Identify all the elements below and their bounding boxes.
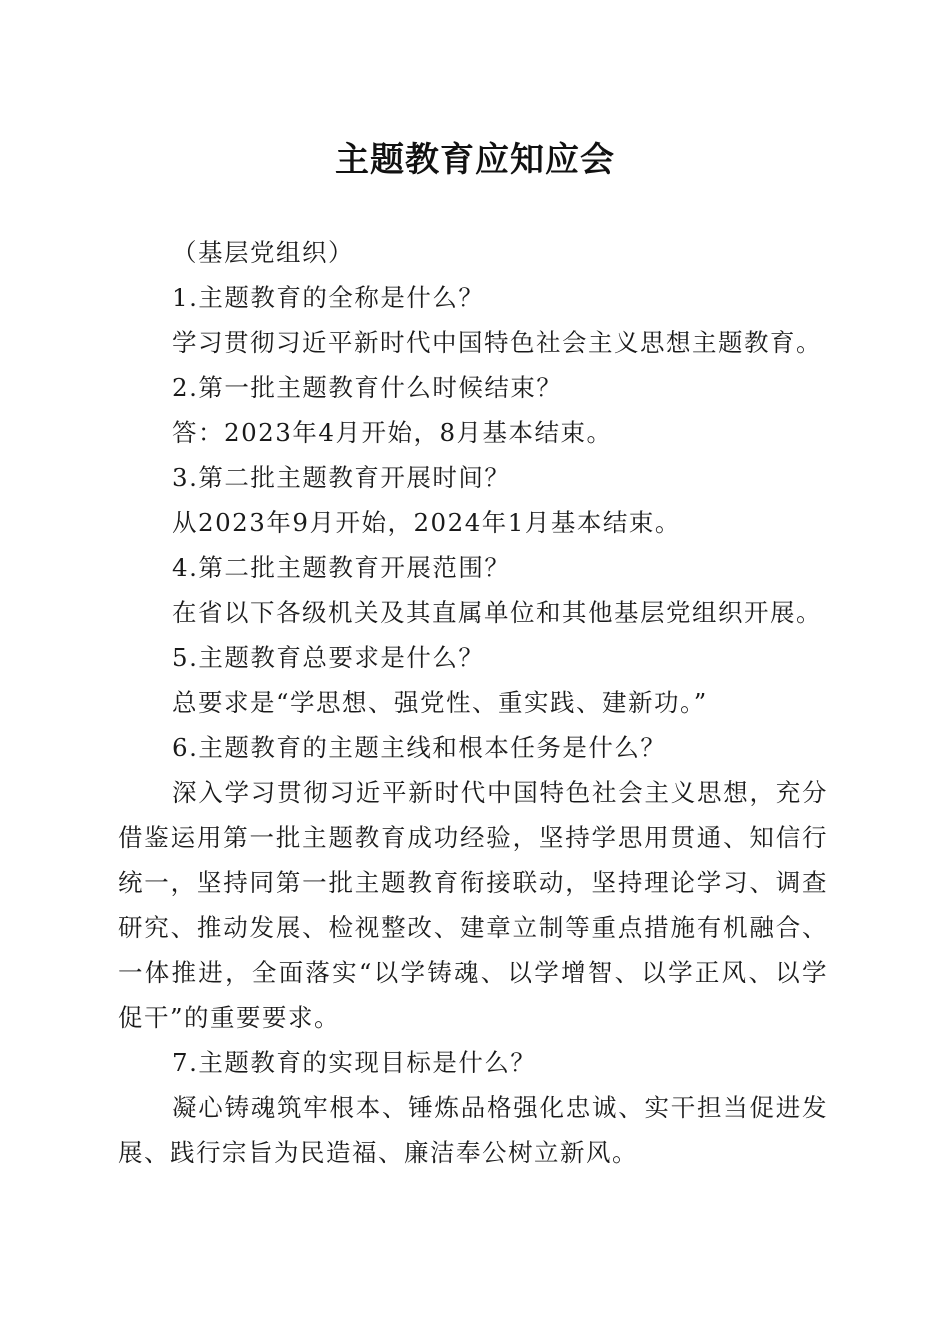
question-2: 2.第一批主题教育什么时候结束？ [172, 373, 563, 402]
question-7: 7.主题教育的实现目标是什么？ [172, 1048, 537, 1077]
answer-6: 深入学习贯彻习近平新时代中国特色社会主义思想，充分借鉴运用第一批主题教育成功经验，坚持学思用贯通、知信行统一，坚持同第一批主题教育衔接联动，坚持理论学习、调查研究、推动发展、检视整改、建章立制等重点措施有机融合、一体推进，全面落实“以学铸魂、以学增智、以学正风、以学促干”的重要要求。 [118, 778, 828, 1032]
answer-3: 从2023年9月开始，2024年1月基本结束。 [172, 508, 681, 537]
question-3: 3.第二批主题教育开展时间？ [172, 463, 511, 492]
document-title: 主题教育应知应会 [335, 140, 615, 180]
question-6: 6.主题教育的主题主线和根本任务是什么？ [172, 733, 667, 762]
document-subtitle: （基层党组织） [172, 238, 354, 267]
answer-4: 在省以下各级机关及其直属单位和其他基层党组织开展。 [172, 598, 822, 627]
question-4: 4.第二批主题教育开展范围？ [172, 553, 511, 582]
answer-2: 答：2023年4月开始，8月基本结束。 [172, 418, 613, 447]
question-5: 5.主题教育总要求是什么？ [172, 643, 485, 672]
answer-7: 凝心铸魂筑牢根本、锤炼品格强化忠诚、实干担当促进发展、践行宗旨为民造福、廉洁奉公树立新风。 [118, 1093, 828, 1167]
document-body [118, 230, 828, 1175]
answer-5: 总要求是“学思想、强党性、重实践、建新功。” [172, 688, 708, 717]
question-1: 1.主题教育的全称是什么？ [172, 283, 485, 312]
answer-1: 学习贯彻习近平新时代中国特色社会主义思想主题教育。 [172, 328, 822, 357]
